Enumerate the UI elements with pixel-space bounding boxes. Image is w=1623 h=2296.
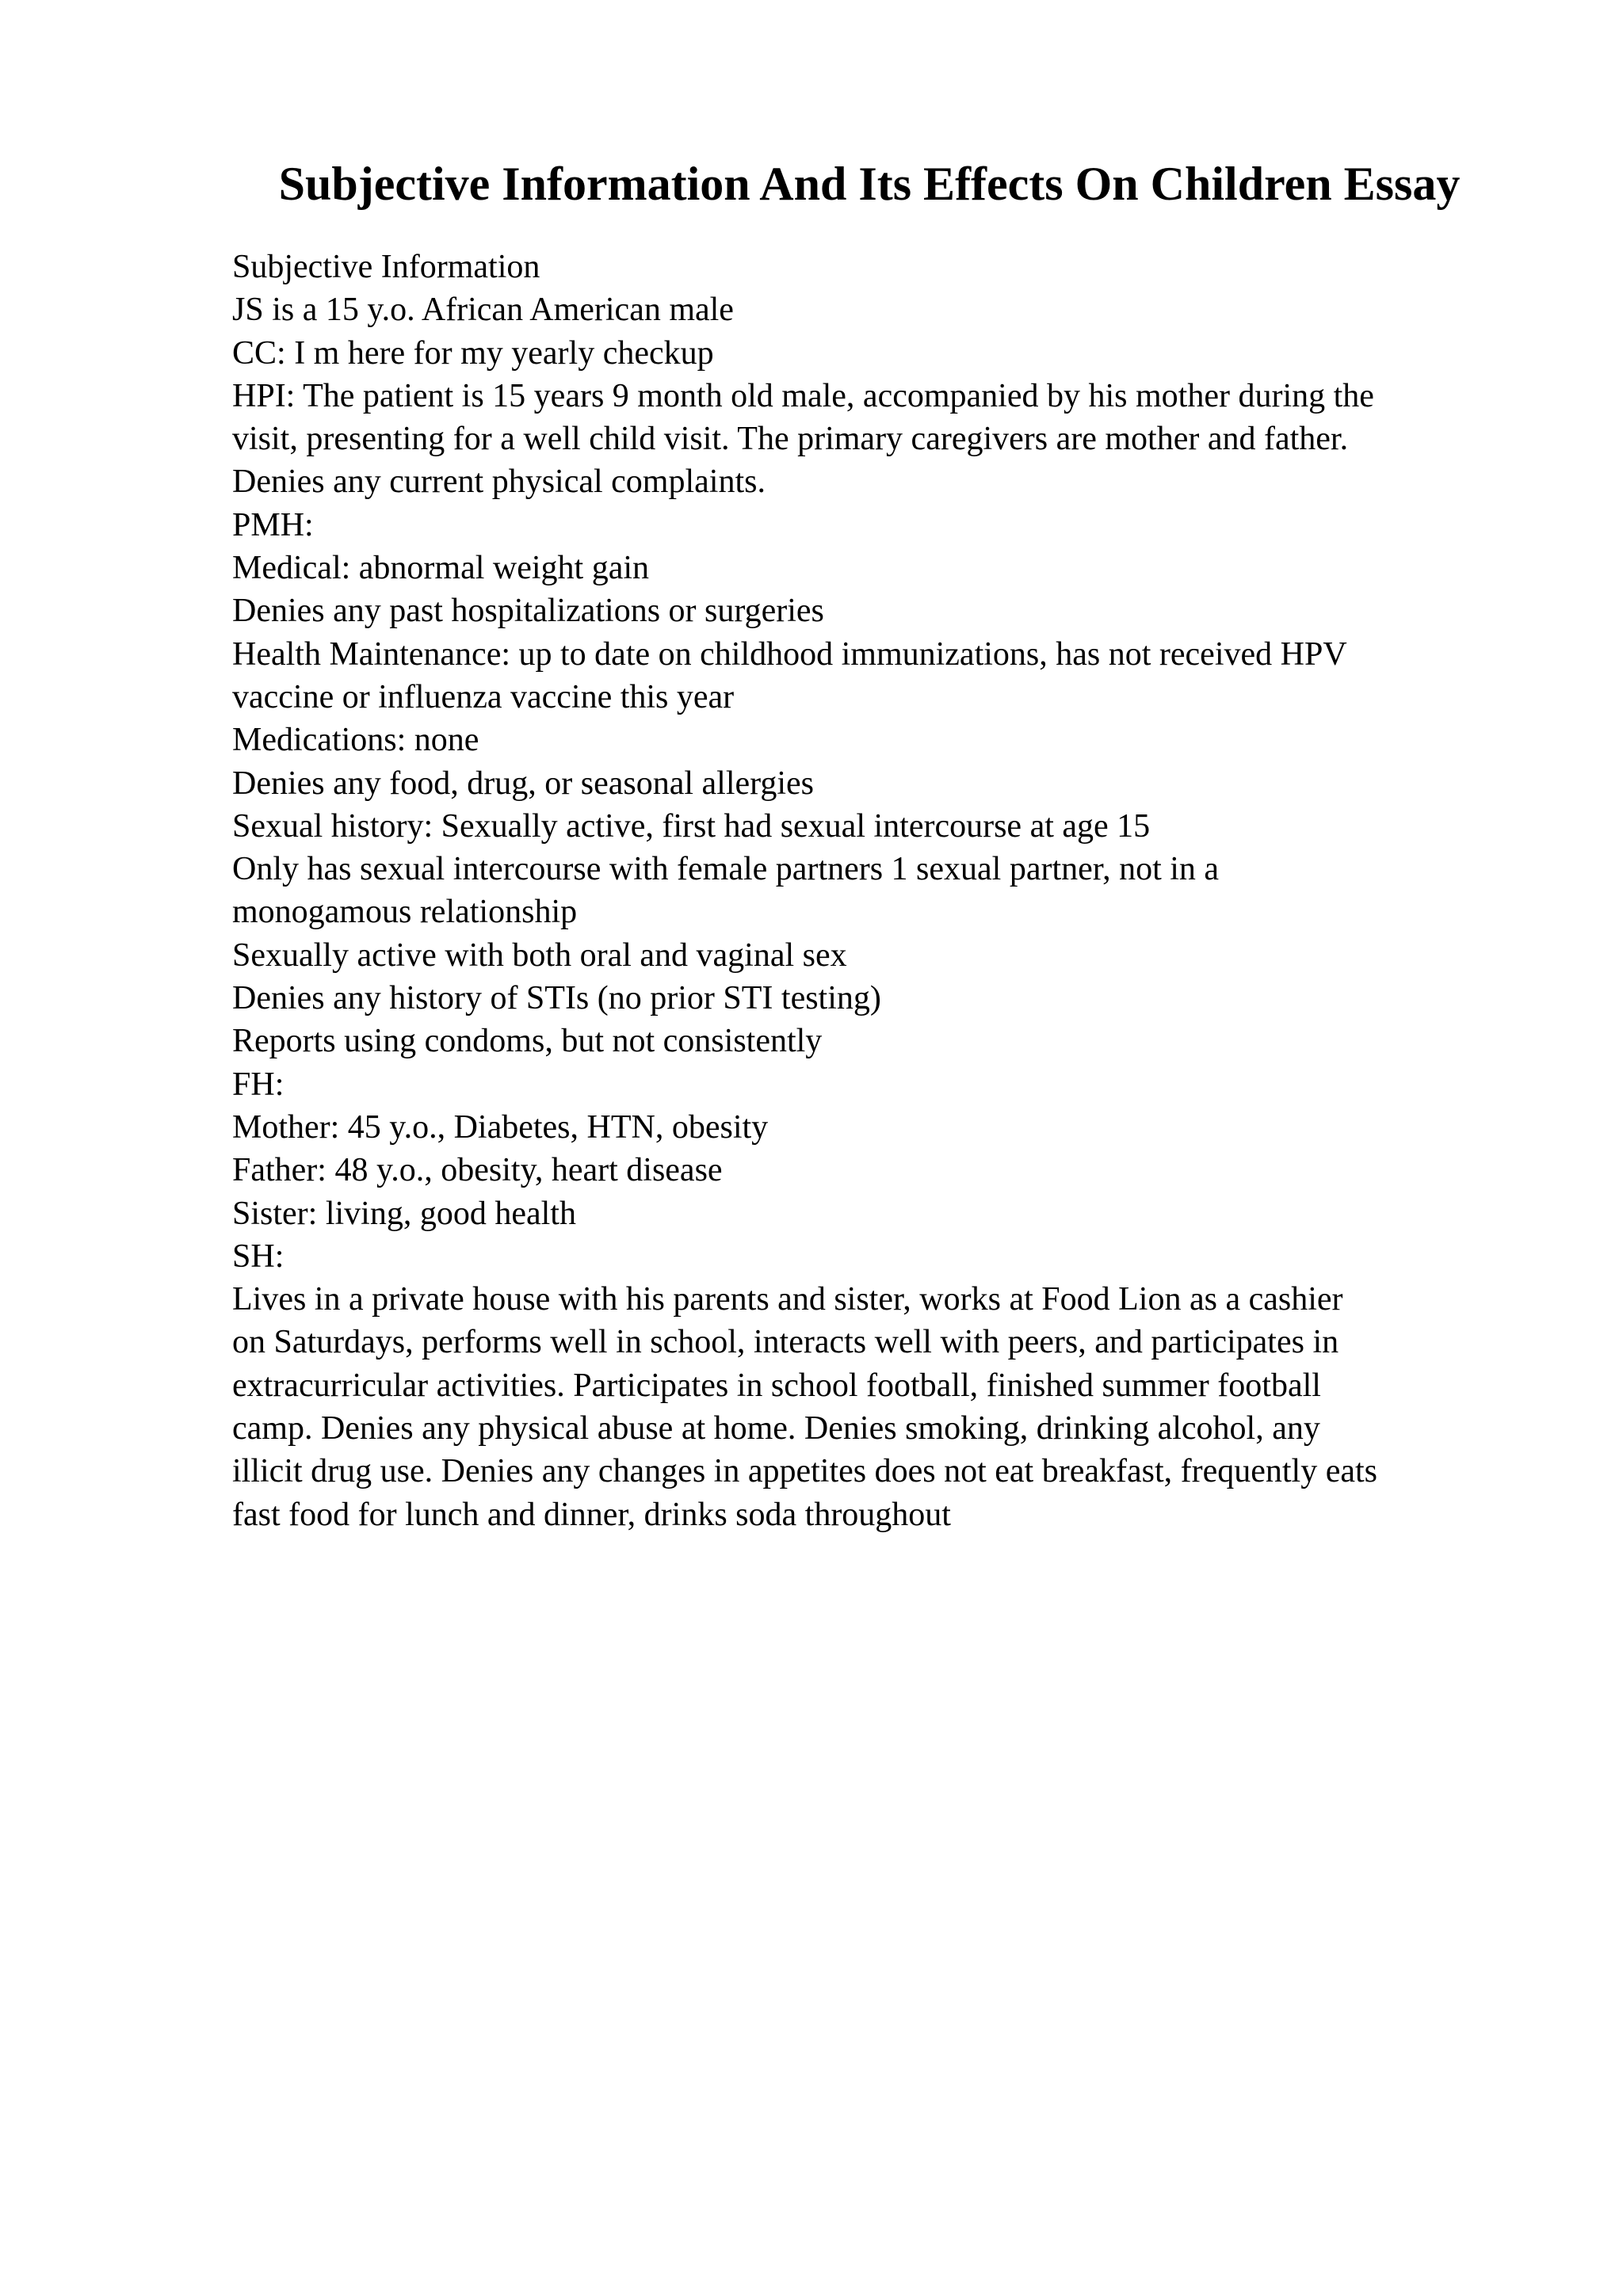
text-line: Mother: 45 y.o., Diabetes, HTN, obesity [232,1108,769,1146]
text-line: Medications: none [232,722,479,759]
text-line: on Saturdays, performs well in school, interacts well with peers, and participates in [232,1324,1339,1361]
text-line: Subjective Information [232,249,540,285]
text-line: Sexual history: Sexually active, first had sexual intercourse at age 15 [232,807,1151,845]
text-line: Denies any history of STIs (no prior STI testing) [232,980,881,1017]
text-line: Denies any food, drug, or seasonal allergies [232,765,815,802]
text-line: Reports using condoms, but not consistently [232,1023,823,1060]
text-line: HPI: The patient is 15 years 9 month old male, accompanied by his mother during the [232,377,1374,414]
text-line: Denies any past hospitalizations or surgeries [232,593,824,630]
text-line: CC: I m here for my yearly checkup [232,334,714,372]
text-line: Sexually active with both oral and vaginal sex [232,936,847,974]
text-line: PMH: [232,506,314,543]
text-line: fast food for lunch and dinner, drinks soda throughout [232,1496,951,1533]
text-line: Medical: abnormal weight gain [232,550,650,587]
text-line: SH: [232,1238,285,1275]
text-line: vaccine or influenza vaccine this year [232,678,735,715]
text-line: illicit drug use. Denies any changes in appetites does not eat breakfast, frequently eats [232,1453,1378,1490]
text-line: Health Maintenance: up to date on childhood immunizations, has not received HPV [232,635,1347,673]
text-line: FH: [232,1066,285,1103]
text-line: Sister: living, good health [232,1195,576,1232]
text-line: JS is a 15 y.o. African American male [232,292,734,329]
text-line: extracurricular activities. Participates in school football, finished summer football [232,1367,1321,1404]
text-line: Only has sexual intercourse with female partners 1 sexual partner, not in a [232,851,1220,888]
text-line: Denies any current physical complaints. [232,463,766,501]
text-line: Father: 48 y.o., obesity, heart disease [232,1152,723,1189]
text-line: monogamous relationship [232,894,578,931]
text-line: visit, presenting for a well child visit. The primary caregivers are mother and father. [232,421,1349,458]
text-line: Lives in a private house with his parents and sister, works at Food Lion as a cashier [232,1281,1343,1318]
document-body [232,246,1540,1536]
text-line: camp. Denies any physical abuse at home. Denies smoking, drinking alcohol, any [232,1410,1320,1447]
page-title: Subjective Information And Its Effects On Children Essay [278,158,1461,210]
